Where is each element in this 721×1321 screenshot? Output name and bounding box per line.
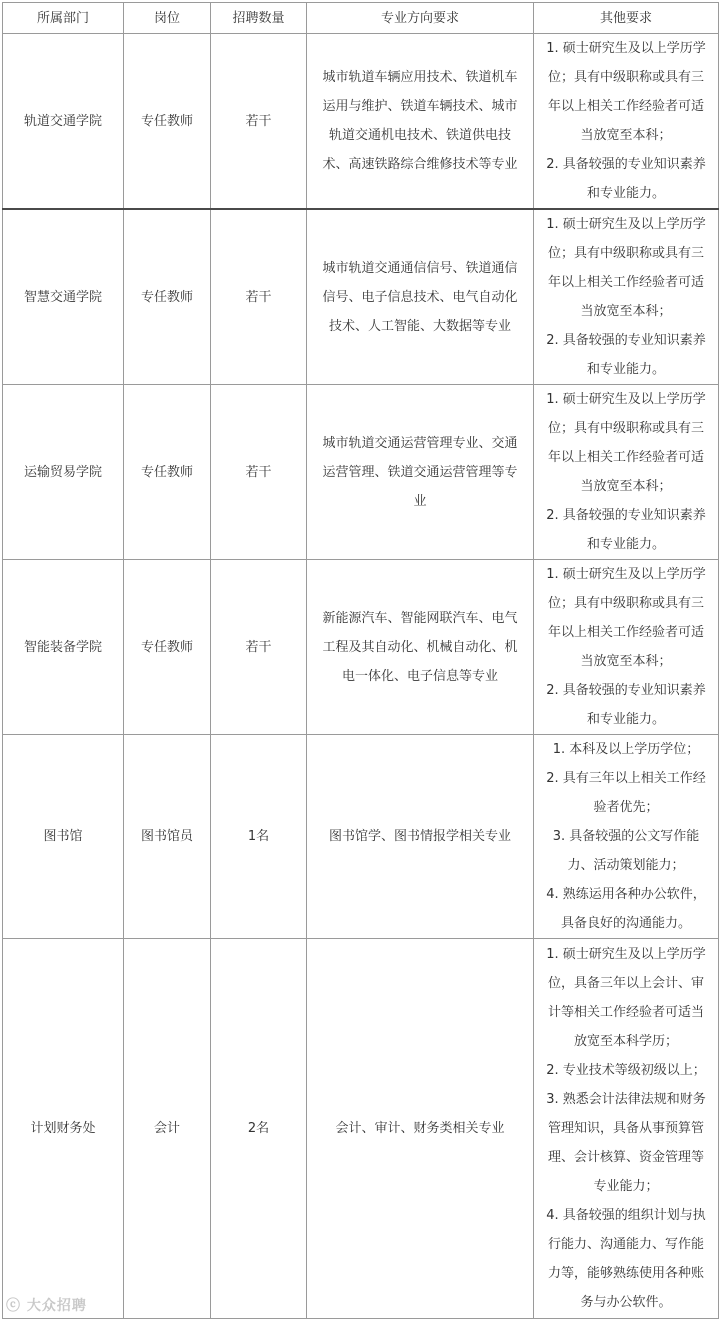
other-cell <box>534 385 719 560</box>
count-cell: 若干 <box>211 385 307 560</box>
major-cell <box>307 735 534 939</box>
requirement-line: 和专业能力。 <box>586 537 665 552</box>
header-row <box>3 3 719 34</box>
dept-cell: 计划财务处 <box>3 939 124 1319</box>
requirement-line: 力、活动策划能力； <box>567 858 685 873</box>
major-line: 会计、审计、财务类相关专业 <box>335 1121 505 1136</box>
header-count: 招聘数量 <box>211 3 307 34</box>
other-cell <box>534 34 719 210</box>
post-cell: 会计 <box>124 939 211 1319</box>
count-cell: 若干 <box>211 560 307 735</box>
requirement-line: 和专业能力。 <box>586 712 665 727</box>
requirement-line: 1. 硕士研究生及以上学历学 <box>546 392 706 407</box>
dept-cell: 智能装备学院 <box>3 560 124 735</box>
dept-cell: 运输贸易学院 <box>3 385 124 560</box>
table-row <box>3 560 719 735</box>
requirement-line: 位，具备三年以上会计、审 <box>547 976 704 991</box>
requirement-line: 4. 具备较强的组织计划与执 <box>546 1208 706 1223</box>
requirement-line: 计等相关工作经验者可适当 <box>547 1005 704 1020</box>
table-row <box>3 385 719 560</box>
requirement-line: 验者优先； <box>593 800 659 815</box>
requirement-line: 位；具有中级职称或具有三 <box>547 421 704 436</box>
requirement-line: 2. 具备较强的专业知识素养 <box>546 157 706 172</box>
major-cell <box>307 385 534 560</box>
count-cell: 若干 <box>211 34 307 210</box>
other-cell <box>534 560 719 735</box>
count-cell: 2名 <box>211 939 307 1319</box>
header-dept: 所属部门 <box>3 3 124 34</box>
major-line: 技术、人工智能、大数据等专业 <box>328 318 511 334</box>
post-cell: 专任教师 <box>124 385 211 560</box>
requirement-line: 位；具有中级职称或具有三 <box>547 246 704 261</box>
header-major: 专业方向要求 <box>307 3 534 34</box>
requirement-line: 务与办公软件。 <box>580 1295 672 1310</box>
requirement-line: 年以上相关工作经验者可适 <box>547 99 704 114</box>
requirement-line: 当放宽至本科； <box>580 128 672 143</box>
requirement-line: 1. 硕士研究生及以上学历学 <box>546 567 706 582</box>
requirement-line: 行能力、沟通能力、写作能 <box>547 1237 704 1252</box>
major-line: 运用与维护、铁道车辆技术、城市 <box>322 99 518 114</box>
major-line: 运营管理、铁道交通运营管理等专 <box>322 464 518 480</box>
table-row <box>3 939 719 1319</box>
requirement-line: 2. 专业技术等级初级以上； <box>546 1063 706 1078</box>
requirement-line: 1. 本科及以上学历学位； <box>552 742 700 757</box>
requirement-line: 位；具有中级职称或具有三 <box>547 596 704 611</box>
dept-cell: 轨道交通学院 <box>3 34 124 210</box>
post-cell: 专任教师 <box>124 560 211 735</box>
other-cell <box>534 939 719 1319</box>
requirement-line: 年以上相关工作经验者可适 <box>547 625 704 640</box>
major-cell <box>307 939 534 1319</box>
major-cell <box>307 560 534 735</box>
major-line: 图书馆学、图书情报学相关专业 <box>328 829 511 844</box>
requirement-line: 年以上相关工作经验者可适 <box>547 275 704 290</box>
requirement-line: 3. 具备较强的公文写作能 <box>552 829 700 844</box>
requirement-line: 1. 硕士研究生及以上学历学 <box>546 217 706 232</box>
major-line: 信号、电子信息技术、电气自动化 <box>322 289 518 305</box>
requirement-line: 理、会计核算、资金管理等 <box>547 1150 704 1165</box>
major-line: 术、高速铁路综合维修技术等专业 <box>322 157 518 172</box>
requirement-line: 2. 具备较强的专业知识素养 <box>546 508 706 523</box>
other-cell <box>534 209 719 385</box>
watermark-logo: ⓒ 大众招聘 <box>6 1298 87 1314</box>
header-other: 其他要求 <box>534 3 719 34</box>
header-post: 岗位 <box>124 3 211 34</box>
requirement-line: 放宽至本科学历； <box>573 1034 678 1049</box>
major-line: 业 <box>413 493 427 509</box>
major-cell <box>307 34 534 210</box>
requirement-line: 具备良好的沟通能力。 <box>560 916 691 931</box>
requirement-line: 1. 硕士研究生及以上学历学 <box>546 947 706 962</box>
major-line: 电一体化、电子信息等专业 <box>341 668 498 684</box>
table-row <box>3 209 719 385</box>
requirement-line: 3. 熟悉会计法律法规和财务 <box>546 1092 706 1107</box>
post-cell: 专任教师 <box>124 34 211 210</box>
requirement-line: 2. 具有三年以上相关工作经 <box>546 771 706 786</box>
requirement-line: 年以上相关工作经验者可适 <box>547 450 704 465</box>
other-cell <box>534 735 719 939</box>
requirement-line: 和专业能力。 <box>586 186 665 201</box>
requirement-line: 1. 硕士研究生及以上学历学 <box>546 41 706 56</box>
requirement-line: 力等，能够熟练使用各种账 <box>547 1266 704 1281</box>
major-line: 新能源汽车、智能网联汽车、电气 <box>322 610 518 626</box>
requirement-line: 2. 具备较强的专业知识素养 <box>546 333 706 348</box>
major-cell <box>307 209 534 385</box>
requirement-line: 当放宽至本科； <box>580 654 672 669</box>
recruitment-table <box>2 2 719 1319</box>
requirement-line: 专业能力； <box>593 1179 659 1194</box>
post-cell: 专任教师 <box>124 209 211 385</box>
post-cell: 图书馆员 <box>124 735 211 939</box>
major-line: 城市轨道交通通信信号、铁道通信 <box>322 260 518 276</box>
requirement-line: 位；具有中级职称或具有三 <box>547 70 704 85</box>
dept-cell: 图书馆 <box>3 735 124 939</box>
requirement-line: 4. 熟练运用各种办公软件， <box>546 887 706 902</box>
requirement-line: 当放宽至本科； <box>580 304 672 319</box>
requirement-line: 管理知识，具备从事预算管 <box>547 1121 704 1136</box>
table-row <box>3 34 719 210</box>
major-line: 工程及其自动化、机械自动化、机 <box>322 639 518 655</box>
requirement-line: 和专业能力。 <box>586 362 665 377</box>
major-line: 轨道交通机电技术、铁道供电技 <box>328 128 511 143</box>
count-cell: 若干 <box>211 209 307 385</box>
major-line: 城市轨道交通运营管理专业、交通 <box>322 435 518 451</box>
requirement-line: 当放宽至本科； <box>580 479 672 494</box>
requirement-line: 2. 具备较强的专业知识素养 <box>546 683 706 698</box>
table-row <box>3 735 719 939</box>
dept-cell: 智慧交通学院 <box>3 209 124 385</box>
major-line: 城市轨道车辆应用技术、铁道机车 <box>322 70 518 85</box>
count-cell: 1名 <box>211 735 307 939</box>
watermark-text: 大众招聘 <box>26 1298 87 1314</box>
